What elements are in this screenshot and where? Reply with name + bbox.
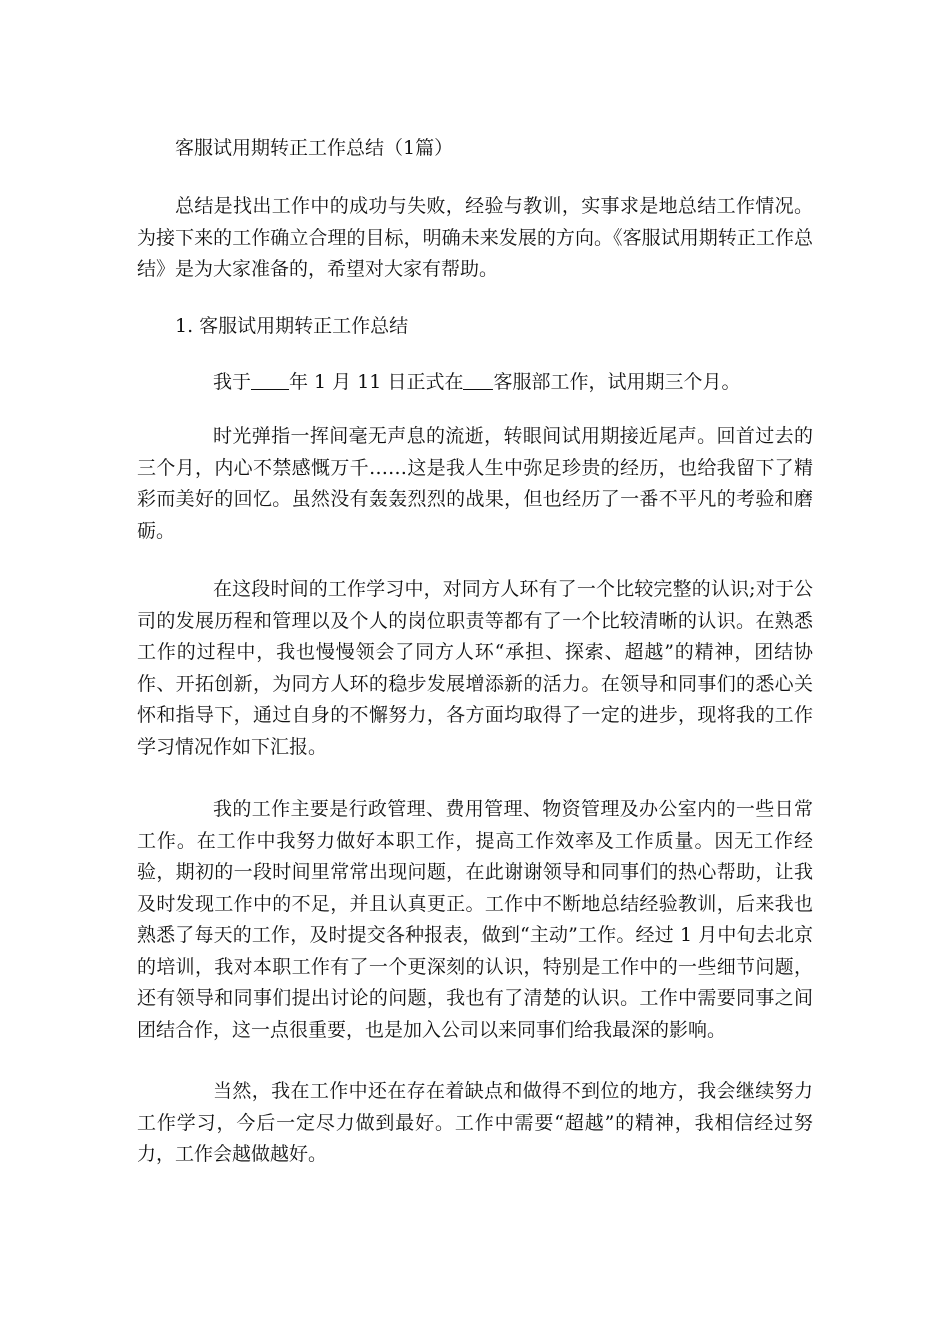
section-title: 1. 客服试用期转正工作总结 (175, 315, 409, 337)
start-date-text-3: 客服部工作，试用期三个月。 (493, 371, 741, 393)
body-paragraph-1: 时光弹指一挥间毫无声息的流逝，转眼间试用期接近尾声。回首过去的三个月，内心不禁感慨万千……这是我人生中弥足珍贵的经历，也给我留下了精彩而美好的回忆。虽然没有轰轰烈烈的战果，但也经历了一番不平凡的考验和磨砺。 (137, 425, 813, 542)
year-blank (251, 370, 289, 390)
department-blank (463, 370, 493, 390)
start-date-text-2: 年 1 月 11 日正式在 (289, 371, 464, 393)
body-paragraph-3: 我的工作主要是行政管理、费用管理、物资管理及办公室内的一些日常工作。在工作中我努力做好本职工作，提高工作效率及工作质量。因无工作经验，期初的一段时间里常常出现问题，在此谢谢领导和同事们的热心帮助，让我及时发现工作中的不足，并且认真更正。工作中不断地总结经验教训，后来我也熟悉了每天的工作，及时提交各种报表，做到“主动”工作。经过 1 月中旬去北京的培训，我对本职工作有了一个更深刻的认识，特别是工作中的一些细节问题，还有领导和同事们提出讨论的问题，我也有了清楚的认识。工作中需要同事之间团结合作，这一点很重要，也是加入公司以来同事们给我最深的影响。 (137, 798, 813, 1041)
intro-paragraph: 总结是找出工作中的成功与失败，经验与教训，实事求是地总结工作情况。为接下来的工作确立合理的目标，明确未来发展的方向。《客服试用期转正工作总结》是为大家准备的，希望对大家有帮助。 (137, 195, 813, 280)
document-title: 客服试用期转正工作总结（1篇） (175, 137, 454, 159)
body-paragraph-4: 当然，我在工作中还在存在着缺点和做得不到位的地方，我会继续努力工作学习，今后一定尽力做到最好。工作中需要“超越”的精神，我相信经过努力，工作会越做越好。 (137, 1080, 813, 1165)
start-date-text-1: 我于 (213, 371, 252, 393)
start-date-line (137, 367, 813, 399)
body-paragraph-2: 在这段时间的工作学习中，对同方人环有了一个比较完整的认识;对于公司的发展历程和管理以及个人的岗位职责等都有了一个比较清晰的认识。在熟悉工作的过程中，我也慢慢领会了同方人环“承担、探索、超越”的精神，团结协作、开拓创新，为同方人环的稳步发展增添新的活力。在领导和同事们的悉心关怀和指导下，通过自身的不懈努力，各方面均取得了一定的进步，现将我的工作学习情况作如下汇报。 (137, 578, 813, 758)
